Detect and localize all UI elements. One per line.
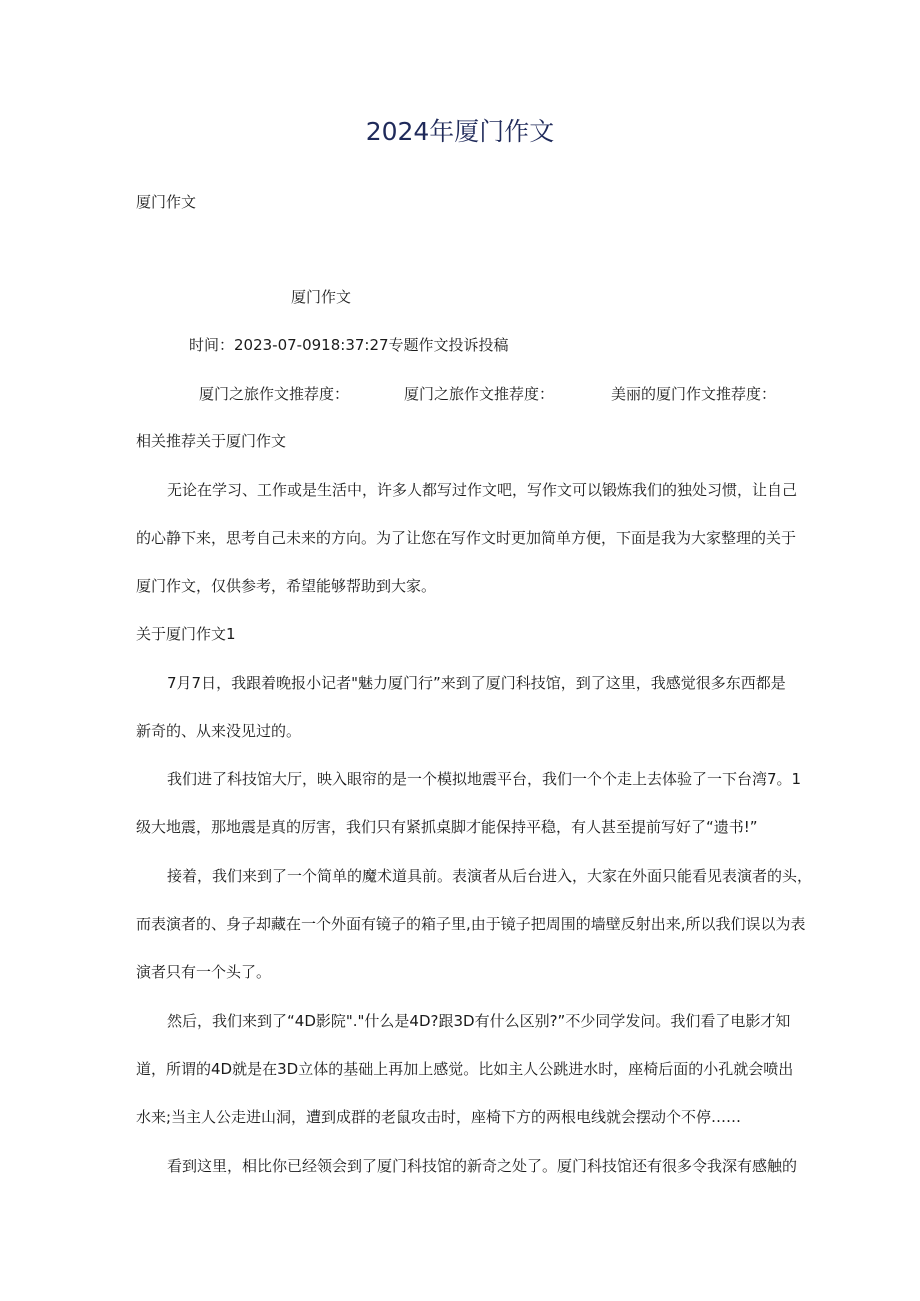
related-heading: 相关推荐关于厦门作文 [136,432,287,450]
paragraph-line: 我们进了科技馆大厅，映入眼帘的是一个模拟地震平台，我们一个个走上去体验了一下台湾7。1 [167,770,802,788]
paragraph-line: 厦门作文，仅供参考，希望能够帮助到大家。 [136,577,437,595]
subtitle: 厦门作文 [136,193,197,211]
paragraph-line: 新奇的、从来没见过的。 [136,722,302,740]
recommendation-item[interactable]: 厦门之旅作文推荐度： [199,385,350,403]
essay-heading: 关于厦门作文1 [136,625,236,643]
center-heading: 厦门作文 [291,288,352,306]
document-title: 2024年厦门作文 [365,117,555,146]
recommendation-item[interactable]: 厦门之旅作文推荐度： [404,385,555,403]
recommendation-item[interactable]: 美丽的厦门作文推荐度： [611,385,777,403]
meta-line: 时间：2023-07-0918:37:27专题作文投诉投稿 [189,336,509,354]
paragraph-line: 无论在学习、工作或是生活中，许多人都写过作文吧，写作文可以锻炼我们的独处习惯，让自己 [167,481,798,499]
paragraph-line: 7月7日，我跟着晚报小记者"魅力厦门行”来到了厦门科技馆，到了这里，我感觉很多东西都是 [167,674,786,692]
paragraph-line: 演者只有一个头了。 [136,963,272,981]
paragraph-line: 看到这里，相比你已经领会到了厦门科技馆的新奇之处了。厦门科技馆还有很多令我深有感触的 [167,1157,798,1175]
paragraph-line: 接着，我们来到了一个简单的魔术道具前。表演者从后台进入，大家在外面只能看见表演者的头， [167,867,813,885]
paragraph-line: 的心静下来，思考自己未来的方向。为了让您在写作文时更加简单方便，下面是我为大家整理的关于 [136,529,797,547]
paragraph-line: 级大地震，那地震是真的厉害，我们只有紧抓桌脚才能保持平稳，有人甚至提前写好了“遗书!” [136,818,758,836]
paragraph-line: 而表演者的、身子却藏在一个外面有镜子的箱子里,由于镜子把周围的墙壁反射出来,所以我们误以为表 [136,915,806,933]
paragraph-line: 水来;当主人公走进山洞，遭到成群的老鼠攻击时，座椅下方的两根电线就会摆动个不停…… [136,1108,742,1126]
paragraph-line: 道，所谓的4D就是在3D立体的基础上再加上感觉。比如主人公跳进水时，座椅后面的小孔就会喷出 [136,1060,794,1078]
paragraph-line: 然后，我们来到了“4D影院"."什么是4D?跟3D有什么区别?”不少同学发问。我们看了电影才知 [167,1012,791,1030]
